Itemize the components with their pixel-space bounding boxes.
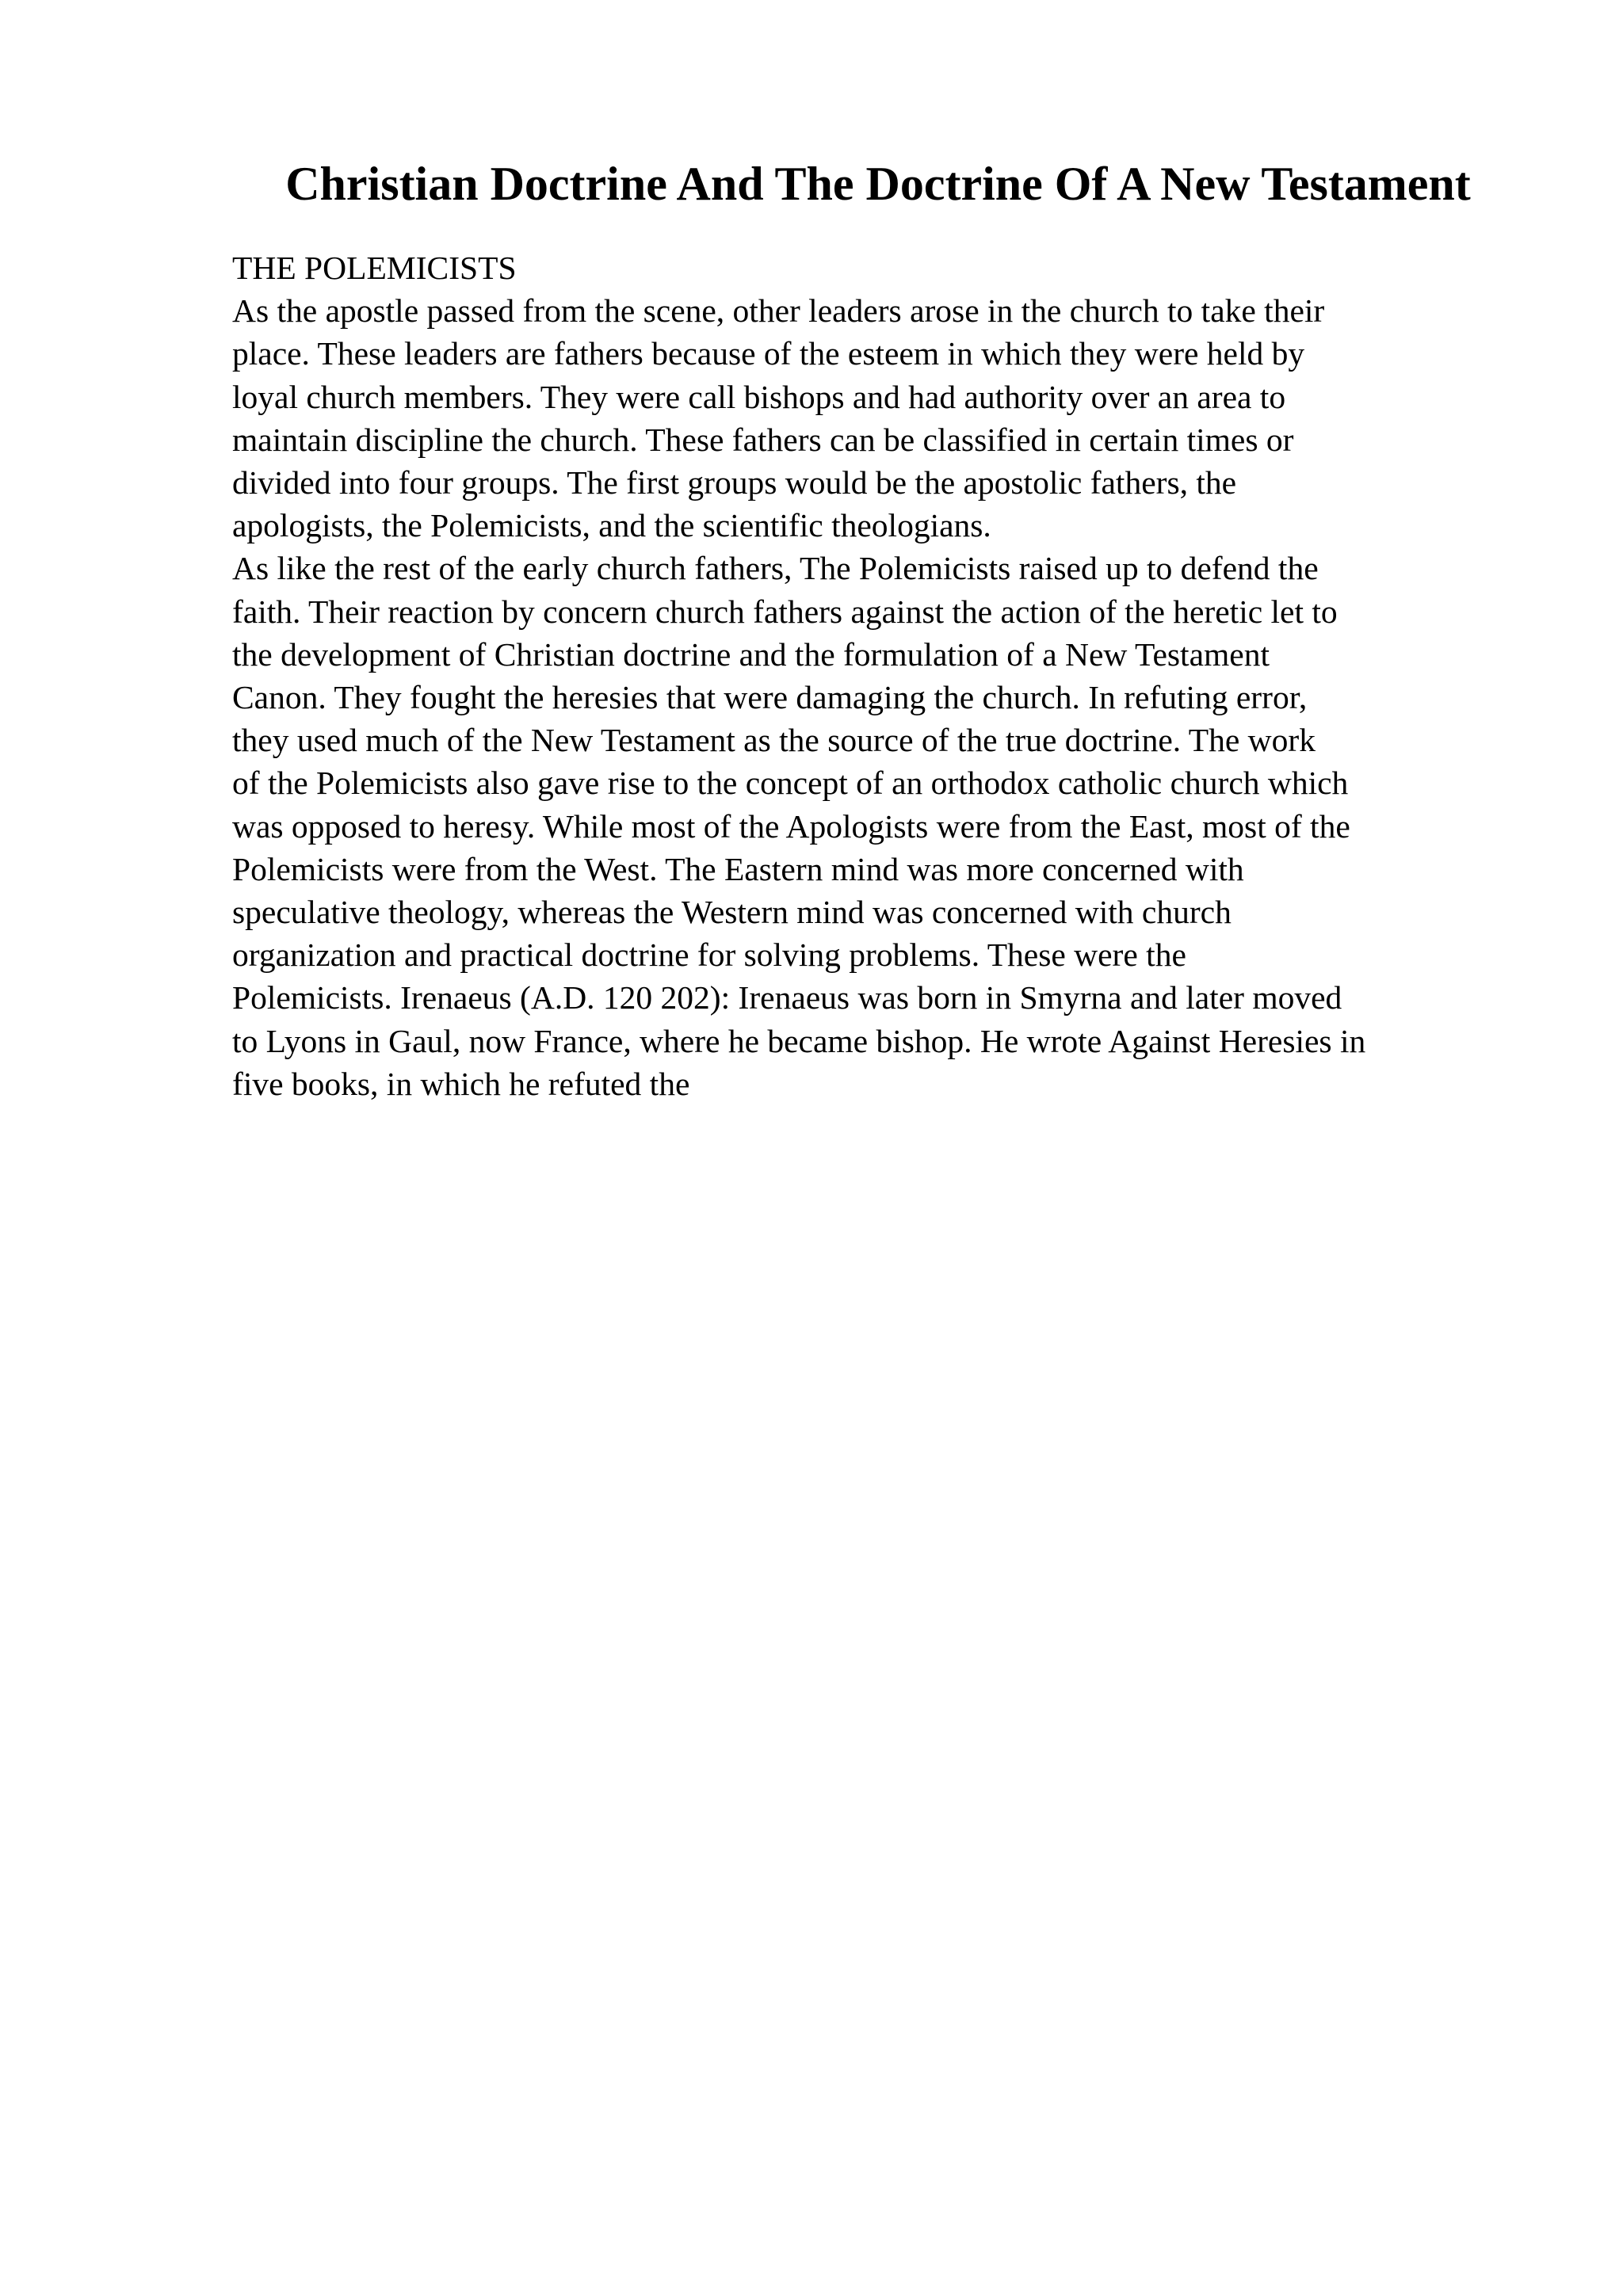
text-line: loyal church members. They were call bishops and had authority over an area to xyxy=(232,378,1286,415)
text-line: apologists, the Polemicists, and the scientific theologians. xyxy=(232,507,991,544)
text-line: Polemicists. Irenaeus (A.D. 120 202): Irenaeus was born in Smyrna and later moved xyxy=(232,979,1342,1016)
text-line: to Lyons in Gaul, now France, where he became bishop. He wrote Against Heresies in xyxy=(232,1022,1366,1059)
text-line: the development of Christian doctrine and the formulation of a New Testament xyxy=(232,635,1270,673)
document-title: Christian Doctrine And The Doctrine Of A New Testament xyxy=(285,158,1471,210)
text-line: place. These leaders are fathers because of the esteem in which they were held by xyxy=(232,335,1305,372)
document-body xyxy=(232,246,1611,1105)
text-line: speculative theology, whereas the Western mind was concerned with church xyxy=(232,894,1232,931)
text-line: As like the rest of the early church fathers, The Polemicists raised up to defend the xyxy=(232,550,1319,587)
text-line: Polemicists were from the West. The Eastern mind was more concerned with xyxy=(232,850,1244,887)
section-heading: THE POLEMICISTS xyxy=(232,250,517,286)
text-line: was opposed to heresy. While most of the Apologists were from the East, most of the xyxy=(232,807,1350,845)
text-line: of the Polemicists also gave rise to the concept of an orthodox catholic church which xyxy=(232,765,1349,802)
text-line: Canon. They fought the heresies that were damaging the church. In refuting error, xyxy=(232,679,1308,716)
text-line: faith. Their reaction by concern church fathers against the action of the heretic let to xyxy=(232,593,1338,630)
text-line: maintain discipline the church. These fathers can be classified in certain times or xyxy=(232,421,1294,458)
text-line: five books, in which he refuted the xyxy=(232,1065,690,1102)
text-line: As the apostle passed from the scene, other leaders arose in the church to take their xyxy=(232,292,1325,330)
text-line: they used much of the New Testament as the source of the true doctrine. The work xyxy=(232,722,1316,759)
text-line: organization and practical doctrine for solving problems. These were the xyxy=(232,936,1186,974)
text-line: divided into four groups. The first groups would be the apostolic fathers, the xyxy=(232,464,1237,502)
